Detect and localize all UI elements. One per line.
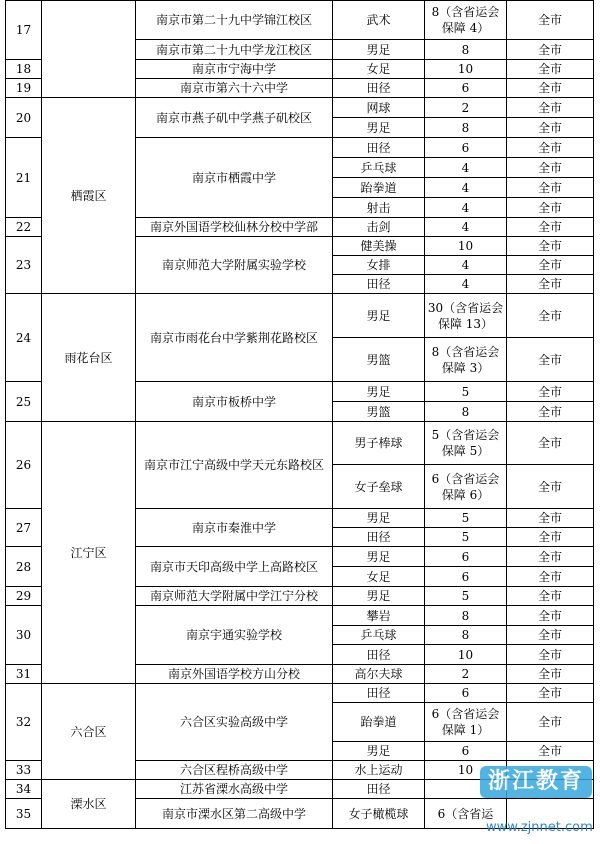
sport-cell: 女排 [333,256,425,275]
sport-cell: 男足 [333,40,425,60]
sport-cell: 女子橄榄球 [333,799,425,829]
table-row [6,294,594,338]
quota-cell: 6 [425,742,507,761]
sport-cell: 男足 [333,547,425,567]
row-number: 20 [6,98,42,138]
district-cell: 六合区 [42,684,136,780]
table-row [6,422,594,465]
scope-cell: 全市 [507,338,594,382]
row-number: 30 [6,606,42,665]
sport-cell: 男篮 [333,402,425,422]
sport-cell: 男足 [333,742,425,761]
quota-cell: 6（含省运 [425,799,507,829]
school-cell: 六合区程桥高级中学 [136,761,333,780]
sport-cell: 女足 [333,567,425,587]
school-cell: 南京市天印高级中学上高路校区 [136,547,333,587]
table-row [6,98,594,118]
sport-cell: 男足 [333,294,425,338]
row-number: 31 [6,665,42,684]
sport-cell: 男足 [333,509,425,528]
scope-cell: 全市 [507,1,594,40]
quota-cell: 10 [425,237,507,256]
quota-cell: 4 [425,178,507,198]
quota-cell: 8 [425,402,507,422]
scope-cell: 全市 [507,422,594,465]
school-cell: 南京外国语学校仙林分校中学部 [136,218,333,237]
quota-table [5,0,594,829]
school-cell: 南京市江宁高级中学天元东路校区 [136,422,333,509]
quota-cell: 6（含省运会保障 1） [425,703,507,742]
school-cell: 南京市雨花台中学紫荆花路校区 [136,294,333,382]
district-cell [42,1,136,98]
school-cell: 江苏省溧水高级中学 [136,780,333,799]
sport-cell: 女足 [333,60,425,79]
district-cell: 江宁区 [42,422,136,684]
scope-cell: 全市 [507,60,594,79]
sport-cell: 乒乓球 [333,626,425,645]
scope-cell: 全市 [507,742,594,761]
sport-cell: 高尔夫球 [333,665,425,684]
school-cell: 南京市燕子矶中学燕子矶校区 [136,98,333,138]
scope-cell: 全市 [507,218,594,237]
row-number: 22 [6,218,42,237]
quota-cell: 5 [425,587,507,606]
sport-cell: 男足 [333,118,425,138]
sport-cell: 健美操 [333,237,425,256]
school-cell: 南京市板桥中学 [136,382,333,422]
quota-cell: 5 [425,509,507,528]
row-number: 29 [6,587,42,606]
row-number: 24 [6,294,42,382]
scope-cell: 全市 [507,294,594,338]
sport-cell: 攀岩 [333,606,425,626]
sport-cell: 田径 [333,684,425,703]
quota-cell: 4 [425,218,507,237]
scope-cell: 全市 [507,402,594,422]
scope-cell: 全市 [507,275,594,294]
scope-cell: 全市 [507,40,594,60]
sport-cell: 跆拳道 [333,703,425,742]
sport-cell: 田径 [333,528,425,547]
district-cell: 栖霞区 [42,98,136,294]
quota-cell: 4 [425,158,507,178]
table-row [6,684,594,703]
scope-cell: 全市 [507,382,594,402]
scope-cell: 全市 [507,587,594,606]
scope-cell: 全市 [507,703,594,742]
school-cell: 南京宇通实验学校 [136,606,333,665]
row-number: 34 [6,780,42,799]
sport-cell: 击剑 [333,218,425,237]
scope-cell: 全市 [507,684,594,703]
scope-cell: 全市 [507,198,594,218]
sport-cell: 男足 [333,587,425,606]
sport-cell: 乒乓球 [333,158,425,178]
school-cell: 南京市第二十九中学锦江校区 [136,1,333,40]
sport-cell: 男足 [333,382,425,402]
quota-cell: 6 [425,684,507,703]
scope-cell: 全市 [507,98,594,118]
district-cell: 溧水区 [42,780,136,829]
scope-cell: 全市 [507,606,594,626]
row-number: 27 [6,509,42,547]
row-number: 25 [6,382,42,422]
scope-cell: 全市 [507,256,594,275]
quota-cell: 6 [425,567,507,587]
quota-cell: 6 [425,547,507,567]
quota-cell: 2 [425,98,507,118]
scope-cell: 全市 [507,178,594,198]
sport-cell: 田径 [333,780,425,799]
scope-cell: 全市 [507,158,594,178]
sport-cell: 田径 [333,645,425,665]
scope-cell: 全市 [507,528,594,547]
quota-cell: 8 [425,118,507,138]
watermark-logo: 浙江教育网 [480,766,592,798]
school-cell: 南京市溧水区第二高级中学 [136,799,333,829]
scope-cell: 全市 [507,645,594,665]
sport-cell: 女子垒球 [333,465,425,509]
scope-cell: 全市 [507,665,594,684]
sport-cell: 网球 [333,98,425,118]
school-cell: 南京市栖霞中学 [136,138,333,218]
quota-cell: 8（含省运会保障 3） [425,338,507,382]
sport-cell: 男子棒球 [333,422,425,465]
quota-cell: 4 [425,275,507,294]
row-number: 21 [6,138,42,218]
sport-cell: 田径 [333,138,425,158]
quota-cell: 8 [425,626,507,645]
school-cell: 南京师范大学附属实验学校 [136,237,333,294]
sport-cell: 武术 [333,1,425,40]
quota-cell: 10 [425,761,507,780]
quota-cell: 8（含省运会保障 4） [425,1,507,40]
school-cell: 南京市第二十九中学龙江校区 [136,40,333,60]
row-number: 18 [6,60,42,79]
quota-cell: 8 [425,606,507,626]
quota-cell: 10 [425,645,507,665]
quota-cell: 5（含省运会保障 5） [425,422,507,465]
scope-cell: 全市 [507,237,594,256]
scope-cell: 全市 [507,567,594,587]
scope-cell: 全市 [507,626,594,645]
quota-cell: 6（含省运会保障 6） [425,465,507,509]
table-row [6,1,594,40]
sport-cell: 田径 [333,275,425,294]
quota-cell: 5 [425,382,507,402]
school-cell: 南京师范大学附属中学江宁分校 [136,587,333,606]
scope-cell: 全市 [507,118,594,138]
row-number: 28 [6,547,42,587]
row-number: 23 [6,237,42,294]
scope-cell: 全市 [507,547,594,567]
school-cell: 南京市宁海中学 [136,60,333,79]
row-number: 26 [6,422,42,509]
scope-cell: 全市 [507,79,594,98]
sport-cell: 水上运动 [333,761,425,780]
row-number: 35 [6,799,42,829]
school-cell: 南京市第六十六中学 [136,79,333,98]
quota-cell: 5 [425,528,507,547]
watermark-url: www.zjnnet.com [486,820,593,835]
row-number: 32 [6,684,42,761]
scope-cell: 全市 [507,465,594,509]
scope-cell: 全市 [507,509,594,528]
quota-cell: 8 [425,40,507,60]
school-cell: 南京外国语学校方山分校 [136,665,333,684]
quota-cell: 30（含省运会保障 13） [425,294,507,338]
school-cell: 南京市秦淮中学 [136,509,333,547]
school-cell: 六合区实验高级中学 [136,684,333,761]
quota-cell: 6 [425,79,507,98]
quota-cell: 4 [425,198,507,218]
quota-cell: 10 [425,60,507,79]
sport-cell: 田径 [333,79,425,98]
row-number: 19 [6,79,42,98]
row-number: 17 [6,1,42,60]
district-cell: 雨花台区 [42,294,136,422]
sport-cell: 射击 [333,198,425,218]
quota-cell: 2 [425,665,507,684]
quota-cell: 6 [425,138,507,158]
sport-cell: 男篮 [333,338,425,382]
scope-cell: 全市 [507,138,594,158]
sport-cell: 跆拳道 [333,178,425,198]
quota-cell: 4 [425,256,507,275]
row-number: 33 [6,761,42,780]
